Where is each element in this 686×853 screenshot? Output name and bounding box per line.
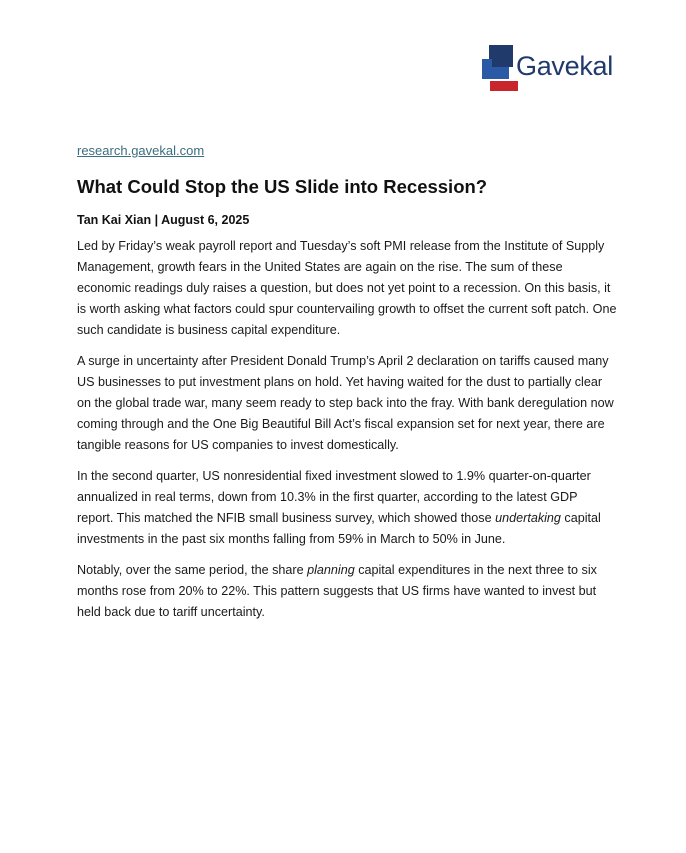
gavekal-logo	[482, 45, 613, 93]
gavekal-logo-text: Gavekal	[516, 51, 613, 81]
article-paragraph: A surge in uncertainty after President Donald Trump’s April 2 declaration on tariffs caused many US businesses to put investment plans on hold. Yet having waited for the dust to partially clear on the global trade war, many seem ready to step back into the fray. With bank deregulation now coming through and the One Big Beautiful Bill Act’s fiscal expansion set for next year, there are tangible reasons for US companies to invest domestically.	[77, 354, 614, 452]
source-link[interactable]: research.gavekal.com	[77, 143, 205, 158]
article-byline: Tan Kai Xian | August 6, 2025	[77, 213, 250, 227]
paragraph-text: capital investments in the past six months falling from 59% in March to 50% in June.	[77, 511, 601, 546]
paragraph-text: capital expenditures in the next three to six months rose from 20% to 22%. This pattern suggests that US firms have wanted to invest but held back due to tariff uncertainty.	[77, 563, 597, 619]
article-paragraph: Led by Friday’s weak payroll report and Tuesday’s soft PMI release from the Institute of Supply Management, growth fears in the United States are again on the rise. The sum of these economic readings duly raises a question, but does not yet point to a recession. On this basis, it is worth asking what factors could spur countervailing growth to offset the current soft patch. One such candidate is business capital expenditure.	[77, 239, 617, 337]
gavekal-logo-mark-icon	[482, 45, 518, 91]
article-title: What Could Stop the US Slide into Recession?	[77, 176, 488, 197]
article	[77, 142, 617, 623]
emphasis-text: planning	[307, 563, 355, 577]
paragraph-text: Notably, over the same period, the share	[77, 563, 308, 577]
emphasis-text: undertaking	[495, 511, 561, 525]
article-paragraph	[77, 560, 617, 623]
article-paragraph	[77, 466, 617, 550]
paragraph-text: In the second quarter, US nonresidential fixed investment slowed to 1.9% quarter-on-quarter annualized in real terms, down from 10.3% in the first quarter, according to the latest GDP report. This matched the NFIB small business survey, which showed those	[77, 469, 591, 525]
